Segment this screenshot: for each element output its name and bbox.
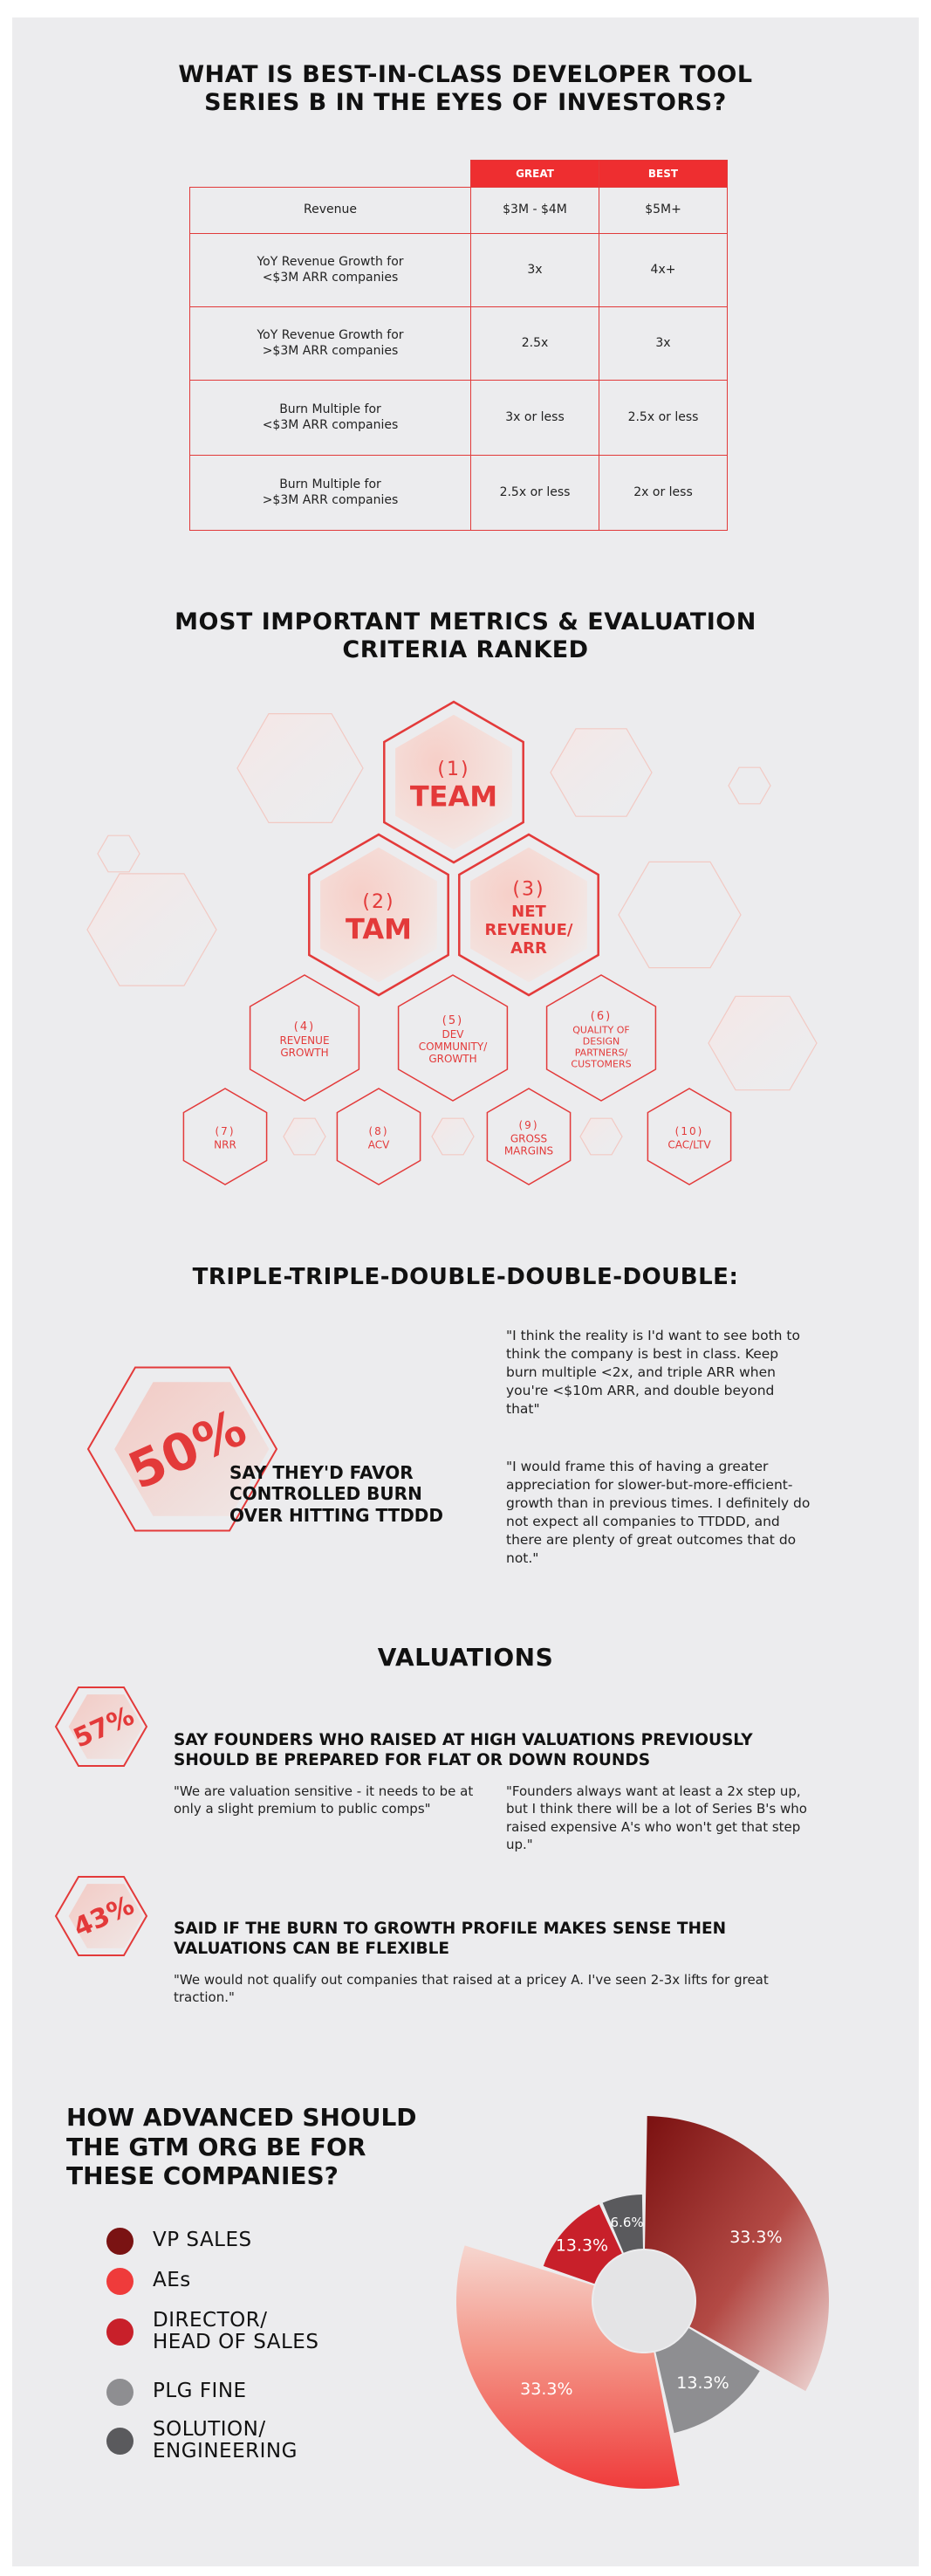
section3-title: TRIPLE-TRIPLE-DOUBLE-DOUBLE-DOUBLE: (192, 1264, 739, 1290)
decorative-hexagon (98, 835, 140, 872)
legend-label (153, 2380, 247, 2402)
metric-rank: (10) (674, 1124, 704, 1137)
row-label-line1: YoY Revenue Growth for (257, 255, 404, 269)
legend-label-line: PLG FINE (153, 2380, 247, 2403)
legend-item (106, 2414, 298, 2468)
stat1-label (174, 1731, 872, 1770)
stat1-quote-a: "We are valuation sensitive - it needs to be at only a slight premium to public comps" (174, 1783, 474, 1817)
legend-item (106, 2375, 247, 2408)
table-header-best: BEST (599, 161, 728, 188)
metric-label: REVENUE (279, 1034, 330, 1048)
metric-label: CUSTOMERS (571, 1058, 632, 1070)
pie-slice-label: 13.3% (676, 2373, 729, 2394)
legend-item (106, 2305, 318, 2359)
metric-label: TEAM (409, 780, 498, 814)
stat1-label-line2: SHOULD BE PREPARED FOR FLAT OR DOWN ROUNDS (174, 1750, 651, 1769)
metric-rank: (2) (362, 890, 395, 913)
section4-title: VALUATIONS (377, 1643, 554, 1672)
table-cell-great: 3x or less (471, 381, 599, 456)
row-label-line2: <$3M ARR companies (262, 270, 399, 285)
legend-item (106, 2264, 191, 2298)
table-cell-great: 3x (471, 234, 599, 307)
decorative-hexagon (729, 767, 770, 804)
metric-label: COMMUNITY/ (418, 1041, 488, 1054)
metric-label: GROWTH (280, 1047, 329, 1060)
metric-label: GROSS (510, 1132, 548, 1145)
pie-slice-label: 33.3% (729, 2228, 783, 2248)
pie-slice-label: 13.3% (555, 2236, 609, 2256)
decorative-hexagon (284, 1118, 325, 1155)
legend-label (153, 2270, 191, 2291)
section1-title-line1: WHAT IS BEST-IN-CLASS DEVELOPER TOOL (178, 61, 753, 88)
metric-rank: (3) (512, 878, 545, 901)
legend-item (106, 2224, 252, 2257)
metric-label: CAC/LTV (667, 1138, 711, 1151)
table-cell-best: 2x or less (599, 456, 728, 531)
legend-label-line: SOLUTION/ (153, 2417, 266, 2441)
row-label-line1: Revenue (304, 203, 357, 217)
decorative-hexagon (619, 862, 741, 967)
decorative-hexagon (709, 996, 817, 1089)
legend-label-line: ENGINEERING (153, 2440, 298, 2463)
legend-swatch (106, 2228, 133, 2255)
metric-rank: (6) (590, 1010, 613, 1024)
metric-hexagon (487, 1089, 570, 1185)
metric-rank: (8) (368, 1124, 389, 1137)
stat-43-hexagon (56, 1877, 147, 1955)
metric-hexagon (647, 1089, 730, 1185)
metric-label: NET (511, 903, 546, 922)
metric-label: TAM (346, 912, 412, 946)
decorative-hexagon (87, 874, 216, 986)
table-cell-best: 2.5x or less (599, 381, 728, 456)
stat2-label (174, 1920, 872, 1959)
section3-quote1: "I think the reality is I'd want to see both to think the company is best in class. Keep burn multiple <2x, and triple ARR when you're <$10m ARR, and double beyond that" (506, 1328, 800, 1417)
legend-label-line: DIRECTOR/ (153, 2308, 268, 2332)
table-cell-best: $5M+ (599, 188, 728, 234)
metric-hexagon (183, 1089, 266, 1185)
decorative-hexagon (432, 1118, 474, 1155)
row-label-line1: YoY Revenue Growth for (257, 328, 404, 342)
metric-rank: (1) (437, 758, 470, 780)
section1-title-line2: SERIES B IN THE EYES OF INVESTORS? (204, 88, 727, 116)
metric-label: ACV (367, 1138, 390, 1151)
section2-title-line2: CRITERIA RANKED (342, 635, 589, 663)
row-label-line2: >$3M ARR companies (262, 492, 399, 507)
metric-rank: (5) (442, 1014, 464, 1028)
legend-label-line: AEs (153, 2269, 191, 2292)
stat1-quote-b: "Founders always want at least a 2x step up, but I think there will be a lot of Series B's who raised expensive A's who won't get that step up." (506, 1783, 807, 1852)
decorative-hexagon (580, 1118, 622, 1155)
section3-quote2: "I would frame this of having a greater appreciation for slower-but-more-efficient-growth than in previous times. I definitely do not expect all companies to TTDDD, and there are plenty of great outcomes that do not." (506, 1459, 811, 1566)
stat-50-hexagon-value: 50% (120, 1397, 255, 1501)
legend-label (153, 2419, 298, 2463)
row-label-line1: Burn Multiple for (279, 402, 381, 416)
metric-hexagon (337, 1089, 420, 1185)
metric-label: DESIGN (582, 1035, 620, 1048)
table-header-great: GREAT (471, 161, 599, 188)
stat-label-line2: CONTROLLED BURN (229, 1483, 422, 1505)
table-cell-best: 4x+ (599, 234, 728, 307)
section5-title-line1: HOW ADVANCED SHOULD (66, 2103, 417, 2132)
infographic-page (12, 17, 919, 2566)
metric-hexagon (399, 975, 508, 1101)
row-label-line2: <$3M ARR companies (262, 417, 399, 432)
section5-title (66, 2103, 520, 2191)
metric-label: ARR (510, 939, 547, 958)
metric-label: QUALITY OF (572, 1024, 630, 1036)
legend-label-line: VP SALES (153, 2229, 252, 2252)
pie-slice-label: 33.3% (520, 2379, 573, 2399)
section2-title-line1: MOST IMPORTANT METRICS & EVALUATION (175, 608, 756, 635)
metric-rank: (9) (518, 1118, 539, 1131)
metric-hexagon (250, 975, 359, 1101)
stat2-label-line2: VALUATIONS CAN BE FLEXIBLE (174, 1939, 450, 1958)
stat2-label-line1: SAID IF THE BURN TO GROWTH PROFILE MAKES SENSE THEN (174, 1920, 727, 1938)
stat-label-line3: OVER HITTING TTDDD (229, 1504, 443, 1526)
metric-label: DEV (442, 1028, 464, 1041)
decorative-hexagon (551, 729, 652, 816)
legend-label (153, 2310, 318, 2354)
section5-title-line2: THE GTM ORG BE FOR (66, 2132, 366, 2161)
decorative-hexagon (237, 714, 363, 823)
table-cell-great: 2.5x or less (471, 456, 599, 531)
metric-label: MARGINS (503, 1144, 554, 1157)
pie-center-hole (593, 2250, 695, 2352)
row-label-line2: >$3M ARR companies (262, 343, 399, 358)
metric-label: NRR (214, 1138, 236, 1151)
stat-label-line1: SAY THEY'D FAVOR (229, 1462, 414, 1483)
stat-43-hexagon-value: 43% (69, 1890, 139, 1944)
metric-label: GROWTH (428, 1053, 477, 1066)
legend-swatch (106, 2428, 133, 2455)
pie-slice-label: 6.6% (610, 2214, 644, 2230)
metric-rank: (7) (215, 1124, 236, 1137)
metric-hexagon (309, 835, 448, 995)
stat-57-hexagon (56, 1687, 147, 1766)
table-cell-great: 2.5x (471, 307, 599, 381)
stat2-quote: "We would not qualify out companies that raised at a pricey A. I've seen 2-3x lifts for great traction." (174, 1972, 769, 2006)
metric-rank: (4) (293, 1020, 316, 1034)
legend-swatch (106, 2318, 133, 2346)
stat1-label-line1: SAY FOUNDERS WHO RAISED AT HIGH VALUATIONS PREVIOUSLY (174, 1731, 753, 1749)
metric-hexagon (459, 835, 598, 995)
table-cell-great: $3M - $4M (471, 188, 599, 234)
metric-hexagon (384, 702, 523, 862)
metric-label: PARTNERS/ (574, 1047, 628, 1059)
section3-stat-label (229, 1462, 448, 1526)
metric-label: REVENUE/ (484, 921, 573, 940)
table-cell-best: 3x (599, 307, 728, 381)
metric-hexagon (547, 975, 656, 1101)
legend-label (153, 2229, 252, 2251)
stat-57-hexagon-value: 57% (69, 1700, 139, 1755)
legend-label-line: HEAD OF SALES (153, 2331, 319, 2353)
row-label-line1: Burn Multiple for (279, 477, 381, 491)
section5-title-line3: THESE COMPANIES? (66, 2161, 339, 2191)
legend-swatch (106, 2268, 133, 2295)
legend-swatch (106, 2379, 133, 2406)
